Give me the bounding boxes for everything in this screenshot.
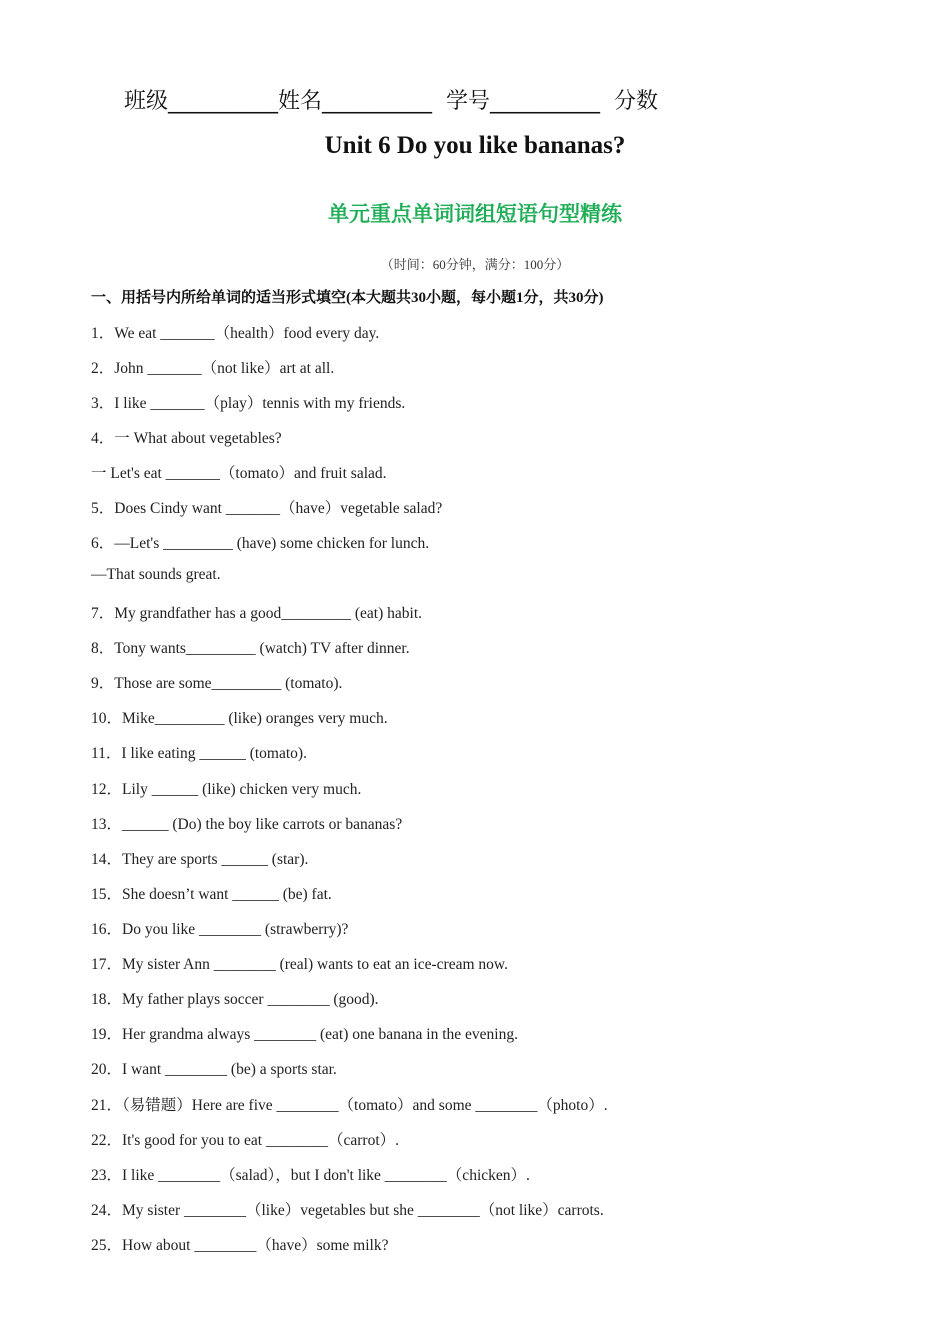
question-item: 11．I like eating ______ (tomato). xyxy=(91,745,307,762)
question-item: 13．______ (Do) the boy like carrots or bananas? xyxy=(91,816,403,833)
question-item: —That sounds great. xyxy=(91,566,221,583)
question-item: 24．My sister ________（like）vegetables but she ________（not like）carrots. xyxy=(91,1202,604,1219)
question-item: 15．She doesn’t want ______ (be) fat. xyxy=(91,886,332,903)
question-item: 18．My father plays soccer ________ (good). xyxy=(91,991,379,1008)
section-heading: 一、用括号内所给单词的适当形式填空(本大题共30小题，每小题1分，共30分) xyxy=(91,290,604,306)
student-info-line: 班级__________姓名__________ 学号__________ 分数 xyxy=(124,89,658,114)
question-item: 23．I like ________（salad），but I don't like ________（chicken）. xyxy=(91,1167,530,1184)
question-item: 19．Her grandma always ________ (eat) one banana in the evening. xyxy=(91,1026,518,1043)
question-item: 16．Do you like ________ (strawberry)? xyxy=(91,921,349,938)
question-item: 7．My grandfather has a good_________ (eat) habit. xyxy=(91,605,423,622)
page-subtitle: 单元重点单词词组短语句型精练 xyxy=(328,202,622,226)
question-item: 8．Tony wants_________ (watch) TV after dinner. xyxy=(91,640,410,657)
question-item: 5．Does Cindy want _______（have）vegetable salad? xyxy=(91,500,443,517)
page-title: Unit 6 Do you like bananas? xyxy=(324,132,626,159)
question-item: 22．It's good for you to eat ________（carrot）. xyxy=(91,1132,400,1149)
time-and-score-info: （时间：60分钟，满分：100分） xyxy=(380,257,570,272)
question-item: 9．Those are some_________ (tomato). xyxy=(91,675,343,692)
question-item: 1．We eat _______（health）food every day. xyxy=(91,325,380,342)
question-item: 2．John _______（not like）art at all. xyxy=(91,360,335,377)
question-item: 3．I like _______（play）tennis with my friends. xyxy=(91,395,406,412)
question-item: 4．一 What about vegetables? xyxy=(91,430,282,447)
question-item: 17．My sister Ann ________ (real) wants to eat an ice-cream now. xyxy=(91,956,508,973)
question-item: 25．How about ________（have）some milk? xyxy=(91,1237,389,1254)
question-item: 14．They are sports ______ (star). xyxy=(91,851,309,868)
question-item: 20．I want ________ (be) a sports star. xyxy=(91,1061,337,1078)
question-item: 一 Let's eat _______（tomato）and fruit salad. xyxy=(91,465,387,482)
question-item: 12．Lily ______ (like) chicken very much. xyxy=(91,781,362,798)
question-item: 21．（易错题）Here are five ________（tomato）and some ________（photo）. xyxy=(91,1097,608,1114)
question-item: 10．Mike_________ (like) oranges very much. xyxy=(91,710,388,727)
question-item: 6．—Let's _________ (have) some chicken for lunch. xyxy=(91,535,430,552)
